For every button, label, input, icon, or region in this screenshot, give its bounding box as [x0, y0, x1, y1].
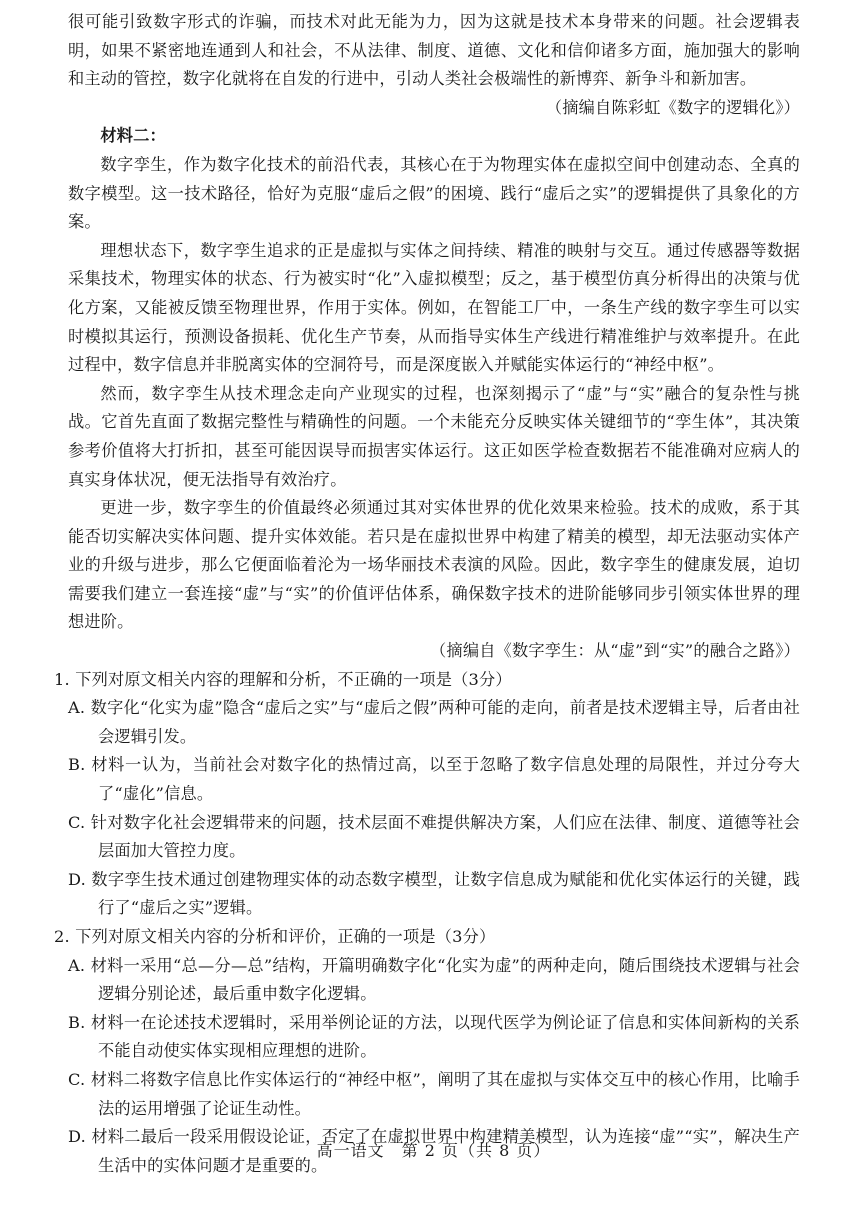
material2-paragraph: 然而，数字孪生从技术理念走向产业现实的过程，也深刻揭示了“虚”与“实”融合的复杂性与挑战。它首先直面了数据完整性与精确性的问题。一个未能充分反映实体关键细节的“孪生体”，其决策参考价值将大打折扣，甚至可能因误导而损害实体运行。这正如医学检查数据若不能准确对应病人的真实身体状况，便无法指导有效治疗。 — [68, 383, 800, 489]
page-footer: 高一语文 第 2 页（共 8 页） — [316, 1141, 551, 1160]
material2-paragraph: 理想状态下，数字孪生追求的正是虚拟与实体之间持续、精准的映射与交互。通过传感器等数据采集技术，物理实体的状态、行为被实时“化”入虚拟模型；反之，基于模型仿真分析得出的决策与优化方案，又能被反馈至物理世界，作用于实体。例如，在智能工厂中，一条生产线的数字孪生可以实时模拟其运行，预测设备损耗、优化生产节奏，从而指导实体生产线进行精准维护与效率提升。在此过程中，数字信息并非脱离实体的空洞符号，而是深度嵌入并赋能实体运行的“神经中枢”。 — [68, 240, 800, 375]
material2-source: （摘编自《数字孪生：从“虚”到“实”的融合之路》） — [430, 641, 800, 661]
question-stem: 1. 下列对原文相关内容的理解和分析，不正确的一项是（3分） — [54, 669, 512, 689]
question-option: C. 材料二将数字信息比作实体运行的“神经中枢”，阐明了其在虚拟与实体交互中的核心作用，比喻手法的运用增强了论证生动性。 — [68, 1069, 800, 1118]
question-option: C. 针对数字化社会逻辑带来的问题，技术层面不难提供解决方案，人们应在法律、制度、道德等社会层面加大管控力度。 — [68, 812, 800, 861]
material1-source: （摘编自陈彩虹《数字的逻辑化》） — [545, 97, 800, 117]
question-1 — [54, 666, 800, 923]
question-option: B. 材料一认为，当前社会对数字化的热情过高，以至于忽略了数字信息处理的局限性，并过分夸大了“虚化”信息。 — [68, 755, 800, 804]
question-option: B. 材料一在论述技术逻辑时，采用举例论证的方法，以现代医学为例论证了信息和实体间新构的关系不能自动使实体实现相应理想的进阶。 — [68, 1012, 800, 1061]
question-option: A. 数字化“化实为虚”隐含“虚后之实”与“虚后之假”两种可能的走向，前者是技术逻辑主导，后者由社会逻辑引发。 — [68, 698, 800, 746]
question-stem: 2. 下列对原文相关内容的分析和评价，正确的一项是（3分） — [54, 927, 496, 946]
question-option: A. 材料一采用“总—分—总”结构，开篇明确数字化“化实为虚”的两种走向，随后围绕技术逻辑与社会逻辑分别论述，最后重申数字化逻辑。 — [68, 955, 800, 1004]
question-option: D. 材料二最后一段采用假设论证，否定了在虚拟世界中构建精美模型，认为连接“虚”“实”，解决生产生活中的实体问题才是重要的。 — [68, 1127, 800, 1175]
material1-closing-paragraph: 很可能引致数字形式的诈骗，而技术对此无能为力，因为这就是技术本身带来的问题。社会逻辑表明，如果不紧密地连通到人和社会，不从法律、制度、道德、文化和信仰诸多方面，施加强大的影响和主动的管控，数字化就将在自发的行进中，引动人类社会极端性的新博弈、新争斗和新加害。 — [68, 12, 800, 89]
exam-page-body — [54, 8, 800, 1180]
question-option: D. 数字孪生技术通过创建物理实体的动态数字模型，让数字信息成为赋能和优化实体运行的关键，践行了“虚后之实”逻辑。 — [68, 869, 800, 918]
material2-heading: 材料二： — [100, 126, 166, 146]
material2-paragraph: 数字孪生，作为数字化技术的前沿代表，其核心在于为物理实体在虚拟空间中创建动态、全真的数字模型。这一技术路径，恰好为克服“虚后之假”的困境、践行“虚后之实”的逻辑提供了具象化的方案。 — [68, 154, 800, 232]
material2-paragraph: 更进一步，数字孪生的价值最终必须通过其对实体世界的优化效果来检验。技术的成败，系于其能否切实解决实体问题、提升实体效能。若只是在虚拟世界中构建了精美的模型，却无法驱动实体产业的升级与进步，那么它便面临着沦为一场华丽技术表演的风险。因此，数字孪生的健康发展，迫切需要我们建立一套连接“虚”与“实”的价值评估体系，确保数字技术的进阶能够同步引领实体世界的理想进阶。 — [68, 498, 800, 632]
